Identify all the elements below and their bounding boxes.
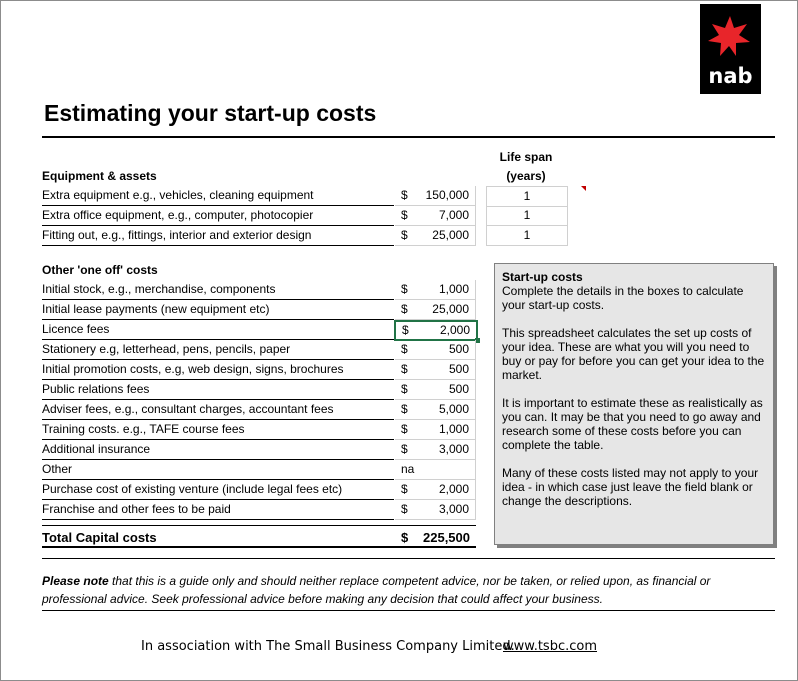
row-label[interactable]: Fitting out, e.g., fittings, interior and exterior design [42, 226, 394, 246]
amount-value: 500 [448, 382, 469, 396]
amount-cell[interactable] [394, 320, 478, 341]
amount-cell[interactable] [395, 340, 476, 360]
currency-symbol: $ [401, 282, 408, 296]
row-label[interactable]: Stationery e.g, letterhead, pens, pencils, paper [42, 340, 394, 360]
currency-symbol: $ [401, 188, 408, 202]
amount-value: 500 [448, 362, 469, 376]
total-amount: 225,500 [423, 530, 470, 545]
amount-value: 2,000 [439, 323, 470, 337]
amount-value: 3,000 [438, 442, 469, 456]
currency-symbol: $ [402, 323, 409, 337]
amount-value: 2,000 [438, 482, 469, 496]
note-paragraph-4: Many of these costs listed may not apply to your idea - in which case just leave the field blank or change the descriptions. [502, 466, 759, 508]
currency-symbol: $ [401, 442, 408, 456]
row-label[interactable]: Other [42, 460, 394, 480]
instructions-note [494, 263, 774, 545]
logo-text: nab [708, 64, 753, 88]
one-off-heading: Other 'one off' costs [42, 263, 158, 277]
amount-cell[interactable] [395, 360, 476, 380]
nab-logo [700, 4, 761, 94]
disclaimer-top-rule [42, 558, 775, 559]
currency-symbol: $ [401, 402, 408, 416]
row-label[interactable]: Public relations fees [42, 380, 394, 400]
currency-symbol: $ [401, 382, 408, 396]
row-label[interactable]: Initial promotion costs, e.g, web design, signs, brochures [42, 360, 394, 380]
total-bottom-rule [42, 546, 476, 548]
equipment-heading: Equipment & assets [42, 169, 157, 183]
row-label[interactable]: Licence fees [42, 320, 394, 340]
amount-value: 1,000 [438, 422, 469, 436]
star-icon [700, 4, 761, 68]
currency-symbol: $ [401, 422, 408, 436]
amount-cell[interactable] [395, 380, 476, 400]
amount-value: 150,000 [425, 188, 469, 202]
currency-symbol: $ [401, 208, 408, 222]
title-rule [42, 136, 775, 138]
amount-value: 500 [448, 342, 469, 356]
amount-cell[interactable] [395, 420, 476, 440]
row-label[interactable]: Extra office equipment, e.g., computer, photocopier [42, 206, 394, 226]
currency-symbol: $ [401, 342, 408, 356]
amount-cell[interactable] [395, 460, 476, 480]
row-label[interactable]: Purchase cost of existing venture (include legal fees etc) [42, 480, 394, 500]
amount-cell[interactable] [395, 226, 476, 246]
total-top-rule [42, 525, 476, 526]
disclaimer-bottom-rule [42, 610, 775, 611]
amount-value: 25,000 [432, 302, 469, 316]
amount-cell[interactable] [395, 186, 476, 206]
footer-association: In association with The Small Business Company Limited. [141, 639, 515, 654]
row-label[interactable]: Initial lease payments (new equipment etc) [42, 300, 394, 320]
row-label[interactable]: Extra equipment e.g., vehicles, cleaning equipment [42, 186, 394, 206]
amount-cell[interactable] [395, 480, 476, 500]
disclaimer-text: that this is a guide only and should neither replace competent advice, nor be taken, or relied upon, as financial or professional advice. Seek professional advice before making any decision that could affect your business. [42, 574, 711, 606]
amount-cell[interactable] [395, 300, 476, 320]
row-label[interactable]: Training costs. e.g., TAFE course fees [42, 420, 394, 440]
life-span-cell[interactable]: 1 [486, 186, 568, 207]
row-label[interactable]: Additional insurance [42, 440, 394, 460]
amount-cell[interactable] [395, 500, 476, 520]
note-paragraph-3: It is important to estimate these as realistically as you can. It may be that you need to go away and research some of these costs before you can complete the table. [502, 396, 763, 452]
life-span-unit: (years) [506, 169, 546, 183]
row-label[interactable]: Adviser fees, e.g., consultant charges, accountant fees [42, 400, 394, 420]
row-label[interactable]: Initial stock, e.g., merchandise, components [42, 280, 394, 300]
currency-symbol: $ [401, 302, 408, 316]
amount-cell[interactable] [395, 440, 476, 460]
amount-value: 1,000 [438, 282, 469, 296]
amount-cell[interactable] [395, 206, 476, 226]
note-title: Start-up costs [502, 270, 583, 284]
comment-indicator[interactable] [581, 186, 586, 191]
amount-value: 7,000 [438, 208, 469, 222]
amount-value: 25,000 [432, 228, 469, 242]
total-currency: $ [401, 530, 409, 545]
disclaimer-lead: Please note [42, 574, 109, 588]
life-span-cell[interactable]: 1 [486, 226, 568, 246]
currency-symbol: $ [401, 228, 408, 242]
amount-cell[interactable] [395, 280, 476, 300]
life-span-header: Life span [499, 150, 553, 164]
amount-cell[interactable] [395, 400, 476, 420]
note-paragraph-1: Complete the details in the boxes to calculate your start-up costs. [502, 284, 744, 312]
currency-symbol: $ [401, 482, 408, 496]
footer-link[interactable]: www.tsbc.com [503, 639, 598, 654]
currency-symbol: $ [401, 362, 408, 376]
currency-symbol: na [401, 462, 415, 476]
row-label[interactable]: Franchise and other fees to be paid [42, 500, 394, 520]
currency-symbol: $ [401, 502, 408, 516]
page-title: Estimating your start-up costs [44, 100, 377, 126]
total-label: Total Capital costs [42, 530, 157, 545]
amount-value: 5,000 [438, 402, 469, 416]
disclaimer [42, 572, 762, 608]
amount-value: 3,000 [438, 502, 469, 516]
note-paragraph-2: This spreadsheet calculates the set up costs of your idea. These are what you will you need to buy or pay for before you can get your idea to the market. [502, 326, 765, 382]
life-span-cell[interactable]: 1 [486, 206, 568, 226]
